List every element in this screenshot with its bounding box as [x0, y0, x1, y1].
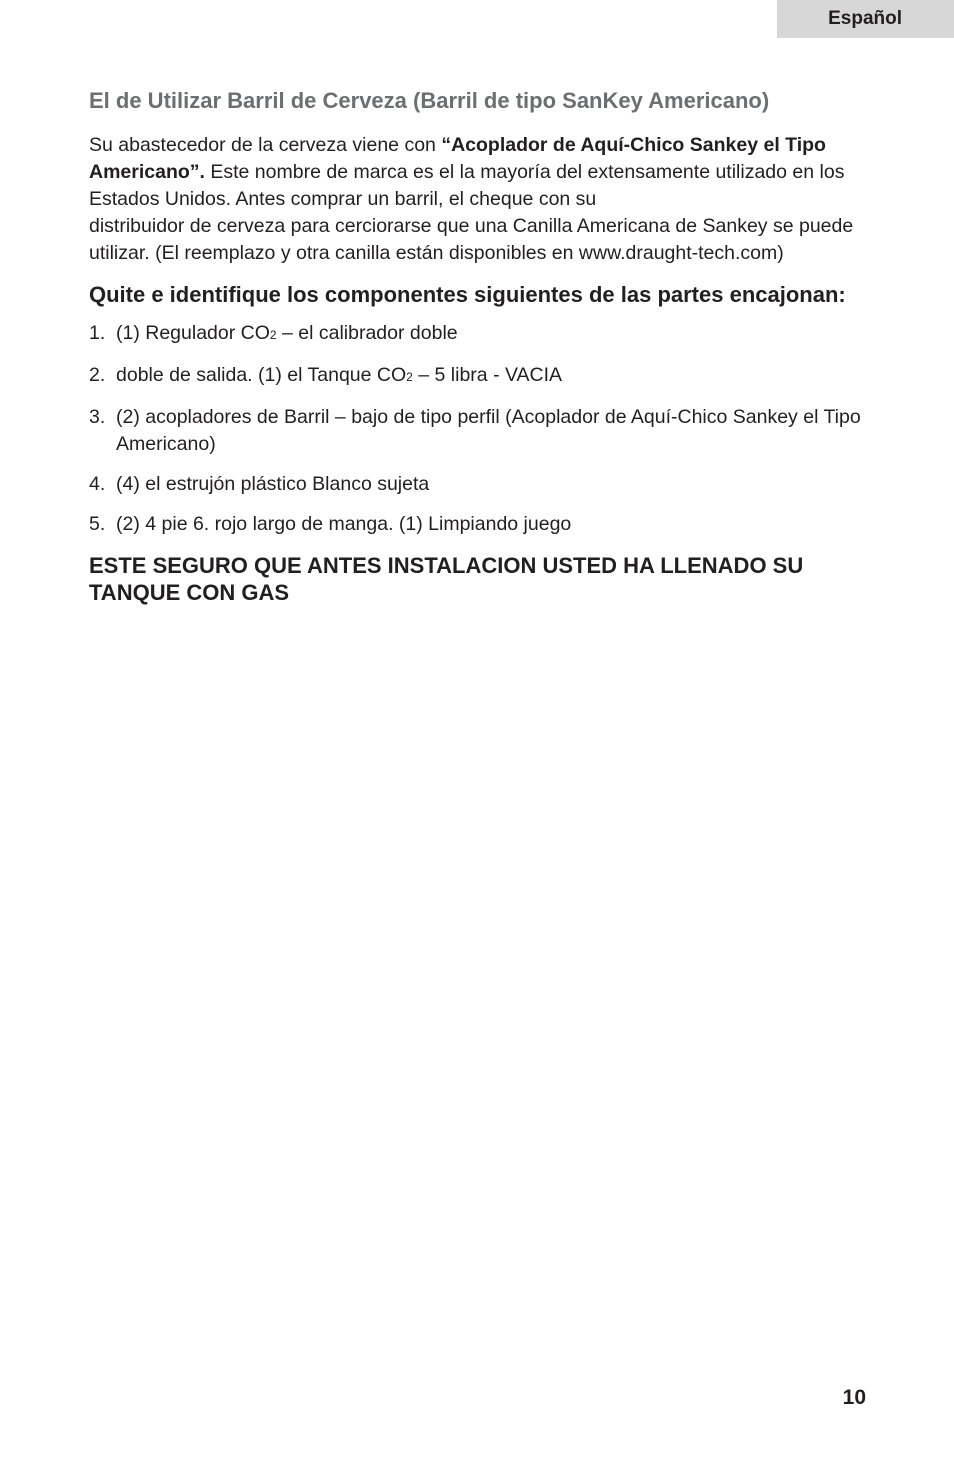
warning-heading: ESTE SEGURO QUE ANTES INSTALACION USTED HA LLENADO SU TANQUE CON GAS [89, 553, 804, 605]
list-item-number: 4. [89, 473, 106, 495]
intro-rest: Este nombre de marca es el la mayoría del extensamente utilizado en los Estados Unidos. Antes comprar un barril, el cheque con su [89, 161, 845, 210]
list-item-number: 3. [89, 406, 106, 428]
language-tab [777, 0, 954, 38]
page-number: 10 [842, 1386, 866, 1409]
list-item-text: (2) acopladores de Barril – bajo de tipo perfil (Acoplador de Aquí-Chico Sankey el Tipo Americano) [116, 406, 861, 455]
components-list [89, 320, 869, 538]
list-item-number: 2. [89, 364, 106, 386]
distributor-paragraph: distribuidor de cerveza para cerciorarse que una Canilla Americana de Sankey se puede utilizar. (El reemplazo y otra canilla están disponibles en www.draught-tech.com) [89, 215, 854, 264]
page-content [89, 87, 869, 618]
intro-text: Su abastecedor de la cerveza viene con [89, 134, 442, 156]
list-item-text-end: – 5 libra - VACIA [412, 364, 563, 386]
section-title-keg: El de Utilizar Barril de Cerveza (Barril de tipo SanKey Americano) [89, 88, 770, 113]
language-label: Español [828, 8, 902, 29]
subscript: 2 [406, 370, 413, 384]
intro-bold: “Acoplador de Aquí-Chico Sankey el Tipo Americano”. [89, 134, 826, 183]
list-item-text: (1) Regulador CO [116, 322, 270, 344]
list-item-text: (2) 4 pie 6. rojo largo de manga. (1) Limpiando juego [116, 513, 572, 535]
list-item-text: doble de salida. (1) el Tanque CO [116, 364, 407, 386]
intro-paragraph [89, 132, 869, 213]
section-title-components: Quite e identifique los componentes siguientes de las partes encajonan: [89, 282, 846, 307]
list-item [89, 404, 869, 458]
list-item-text-end: – el calibrador doble [276, 322, 458, 344]
list-item [89, 511, 869, 538]
list-item-text: (4) el estrujón plástico Blanco sujeta [116, 473, 430, 495]
list-item-number: 5. [89, 513, 106, 535]
list-item [89, 320, 869, 349]
subscript: 2 [269, 328, 277, 342]
list-item [89, 362, 869, 391]
list-item-number: 1. [89, 322, 106, 344]
list-item [89, 471, 869, 498]
